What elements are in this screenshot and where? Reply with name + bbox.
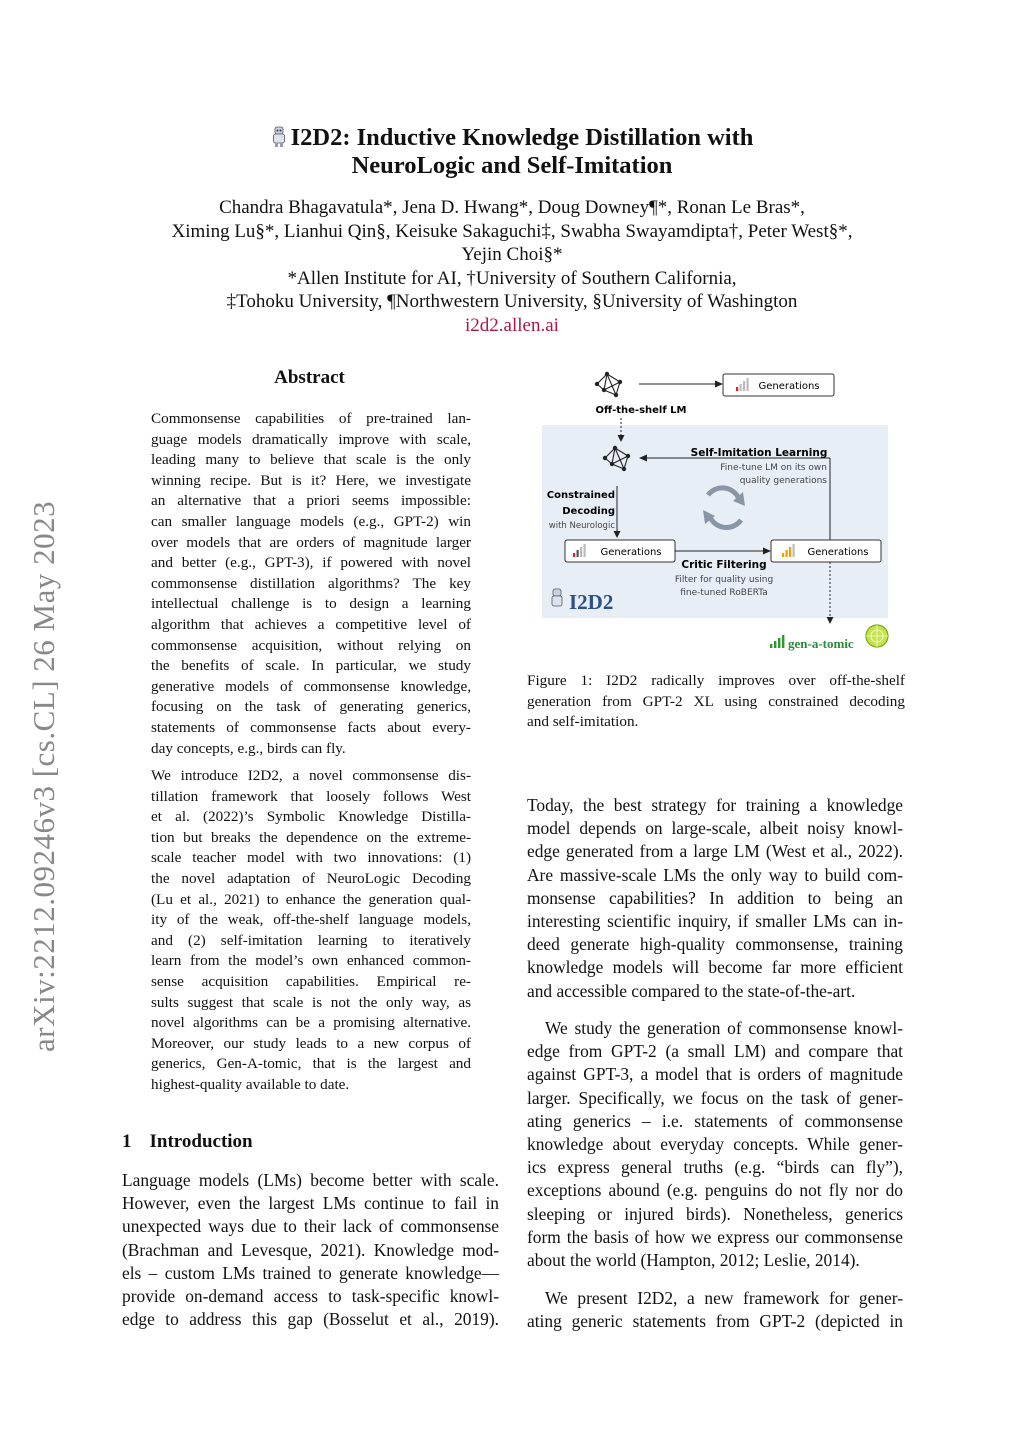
figure-1-caption <box>527 671 905 733</box>
text-line: against GPT-3, a model that is orders of magnitude <box>527 1064 903 1085</box>
text-line: novel algorithms can be a promising alternative. <box>151 1014 471 1032</box>
label-off-the-shelf: Off-the-shelf LM <box>595 405 687 416</box>
label-critic-sub1: Filter for quality using <box>674 575 774 585</box>
author-line-2: Ximing Lu§*, Lianhui Qin§, Keisuke Sakaguchi‡, Swabha Swayamdipta†, Peter West§*, <box>171 220 853 242</box>
label-constrained-2: Decoding <box>562 506 615 517</box>
intro-paragraph-right-3 <box>527 1287 903 1333</box>
text-line: unexpected ways due to their lack of commonsense <box>122 1216 499 1237</box>
text-line: sleeping or injured birds). Nonetheless, generics <box>527 1203 903 1224</box>
text-line: winning recipe. But is it? Here, we investigate <box>151 471 471 489</box>
text-line: larger. Specifically, we focus on the task of gener- <box>527 1087 903 1108</box>
intro-paragraph-right-1 <box>527 794 903 1003</box>
text-line: commonsense acquisition, without relying on <box>151 636 471 654</box>
label-generations-right: Generations <box>807 547 869 558</box>
text-line: tillation framework that loosely follows West <box>151 787 471 805</box>
label-constrained-3: with Neurologic <box>548 521 615 531</box>
text-line: We introduce I2D2, a novel commonsense dis- <box>151 767 471 784</box>
text-line: form the basis of how we express our commonsense <box>527 1226 903 1247</box>
text-line: sense acquisition capabilities. Empirical re- <box>151 972 471 990</box>
label-constrained-1: Constrained <box>546 490 615 501</box>
text-line: statements of commonsense facts about every- <box>151 718 471 736</box>
author-line-1: Chandra Bhagavatula*, Jena D. Hwang*, Doug Downey¶*, Ronan Le Bras*, <box>219 197 805 218</box>
text-line: and better (e.g., GPT-3), if powered with novel <box>151 554 471 572</box>
lime-icon <box>866 625 888 647</box>
abstract-heading: Abstract <box>274 367 345 388</box>
text-line: and (2) self-imitation learning to iteratively <box>151 931 471 949</box>
text-line: tion but breaks the dependence on the extreme- <box>151 828 471 846</box>
text-line: provide on-demand access to task-specific knowl- <box>122 1286 499 1307</box>
text-line: els – custom LMs trained to generate knowledge— <box>122 1262 499 1283</box>
label-critic: Critic Filtering <box>681 559 767 571</box>
project-url-link[interactable]: i2d2.allen.ai <box>465 314 559 336</box>
text-line: guage models dramatically improve with scale, <box>151 430 471 448</box>
title-line-1: I2D2: Inductive Knowledge Distillation with <box>290 124 754 151</box>
text-line: model depends on large-scale, albeit noisy knowl- <box>527 818 903 839</box>
label-self-imitation-sub2: quality generations <box>739 476 827 486</box>
abstract-paragraph-2 <box>151 766 471 1096</box>
label-self-imitation: Self-Imitation Learning <box>690 447 828 459</box>
text-line: commonsense distillation algorithms? The key <box>151 574 471 592</box>
text-line: learn from the model’s own enhanced common- <box>151 952 471 970</box>
text-line: (Brachman and Levesque, 2021). Knowledge mod- <box>122 1239 499 1260</box>
figure-1-diagram <box>527 368 897 658</box>
label-self-imitation-sub1: Fine-tune LM on its own <box>720 463 827 473</box>
text-line: over models that are orders of magnitude larger <box>151 533 471 551</box>
abstract-paragraph-1 <box>151 409 471 759</box>
text-line: day concepts, e.g., birds can fly. <box>151 739 346 757</box>
title-line-2: NeuroLogic and Self-Imitation <box>351 152 673 179</box>
network-lm-icon <box>597 374 620 395</box>
author-line-3: Yejin Choi§* <box>461 244 563 265</box>
text-line: sults suggest that scale is not the only way, as <box>151 993 471 1011</box>
affiliation-line-2: ‡Tohoku University, ¶Northwestern University, §University of Washington <box>226 291 798 312</box>
i2d2-robot-icon <box>552 589 562 606</box>
text-line: ity of the weak, off-the-shelf language models, <box>151 911 471 929</box>
text-line: et al. (2022)’s Symbolic Knowledge Distilla- <box>151 808 471 826</box>
text-line: generative models of commonsense knowledge, <box>151 677 471 695</box>
caption-line: generation from GPT-2 XL using constrained decoding <box>527 692 905 710</box>
text-line: exceptions abound (e.g. penguins do not fly nor do <box>527 1180 903 1201</box>
text-line: monsense capabilities? In addition to being an <box>527 887 903 908</box>
text-line: Language models (LMs) become better with scale. <box>122 1170 499 1190</box>
caption-line: and self-imitation. <box>527 713 639 731</box>
author-block <box>0 196 1024 337</box>
text-line: Commonsense capabilities of pre-trained lan- <box>151 410 471 427</box>
text-line: edge from GPT-2 (a small LM) and compare that <box>527 1041 903 1062</box>
gen-a-tomic-label: gen-a-tomic <box>788 636 854 651</box>
signal-bars-green-icon <box>770 635 784 648</box>
text-line: ating generic statements from GPT-2 (depicted in <box>527 1311 903 1332</box>
text-line: We present I2D2, a new framework for gener- <box>545 1288 903 1308</box>
section-heading-introduction <box>122 1131 253 1153</box>
text-line: However, even the largest LMs continue to fail in <box>122 1193 499 1214</box>
robot-logo-icon <box>271 126 287 148</box>
affiliation-line-1: *Allen Institute for AI, †University of Southern California, <box>287 267 737 289</box>
text-line: ating generics – i.e. statements of commonsense <box>527 1110 903 1131</box>
text-line: Are massive-scale LMs the only way to build com- <box>527 864 903 885</box>
text-line: about the world (Hampton, 2012; Leslie, 2014). <box>527 1250 860 1271</box>
arxiv-side-label: arXiv:2212.09246v3 [cs.CL] 26 May 2023 <box>26 500 61 1052</box>
text-line: scale teacher model with two innovations: (1) <box>151 849 471 867</box>
label-critic-sub2: fine-tuned RoBERTa <box>680 588 768 598</box>
text-line: can smaller language models (e.g., GPT-2) win <box>151 512 471 530</box>
text-line: algorithm that achieves a competitive level of <box>151 615 471 633</box>
text-line: interesting scientific inquiry, if smaller LMs can in- <box>527 911 903 932</box>
caption-line: Figure 1: I2D2 radically improves over off-the-shelf <box>527 672 905 689</box>
text-line: edge generated from a large LM (West et al., 2022). <box>527 841 903 862</box>
text-line: generics, Gen-A-tomic, that is the largest and <box>151 1055 471 1073</box>
text-line: edge to address this gap (Bosselut et al., 2019). <box>122 1309 499 1330</box>
text-line: leading many to believe that scale is the only <box>151 451 471 469</box>
text-line: Today, the best strategy for training a knowledge <box>527 795 903 815</box>
label-generations-top: Generations <box>758 381 820 392</box>
intro-paragraph-left <box>122 1169 499 1331</box>
text-line: focusing on the task of generating generics, <box>151 698 471 716</box>
text-line: intellectual challenge is to design a learning <box>151 595 471 613</box>
intro-paragraph-right-2 <box>527 1017 903 1272</box>
text-line: Moreover, our study leads to a new corpus of <box>151 1034 471 1052</box>
text-line: and accessible compared to the state-of-the-art. <box>527 980 856 1001</box>
text-line: the novel adaptation of NeuroLogic Decoding <box>151 869 471 887</box>
text-line: ics express general truths (e.g. “birds can fly”), <box>527 1157 903 1178</box>
text-line: knowledge about everyday concepts. While gener- <box>527 1134 903 1155</box>
text-line: highest-quality available to date. <box>151 1075 350 1093</box>
i2d2-logo-text: I2D2 <box>569 590 614 614</box>
text-line: deed generate high-quality commonsense, training <box>527 934 903 955</box>
paper-title <box>0 124 1024 180</box>
text-line: the benefits of scale. In particular, we study <box>151 657 471 675</box>
text-line: (Lu et al., 2021) to enhance the generation qual- <box>151 890 471 908</box>
text-line: an alternative that a priori seems impossible: <box>151 492 471 510</box>
text-line: We study the generation of commonsense knowl- <box>545 1018 903 1038</box>
section-title: Introduction <box>149 1131 253 1152</box>
text-line: knowledge models will become far more efficient <box>527 957 903 978</box>
label-generations-left: Generations <box>600 547 662 558</box>
section-number: 1 <box>122 1131 132 1152</box>
